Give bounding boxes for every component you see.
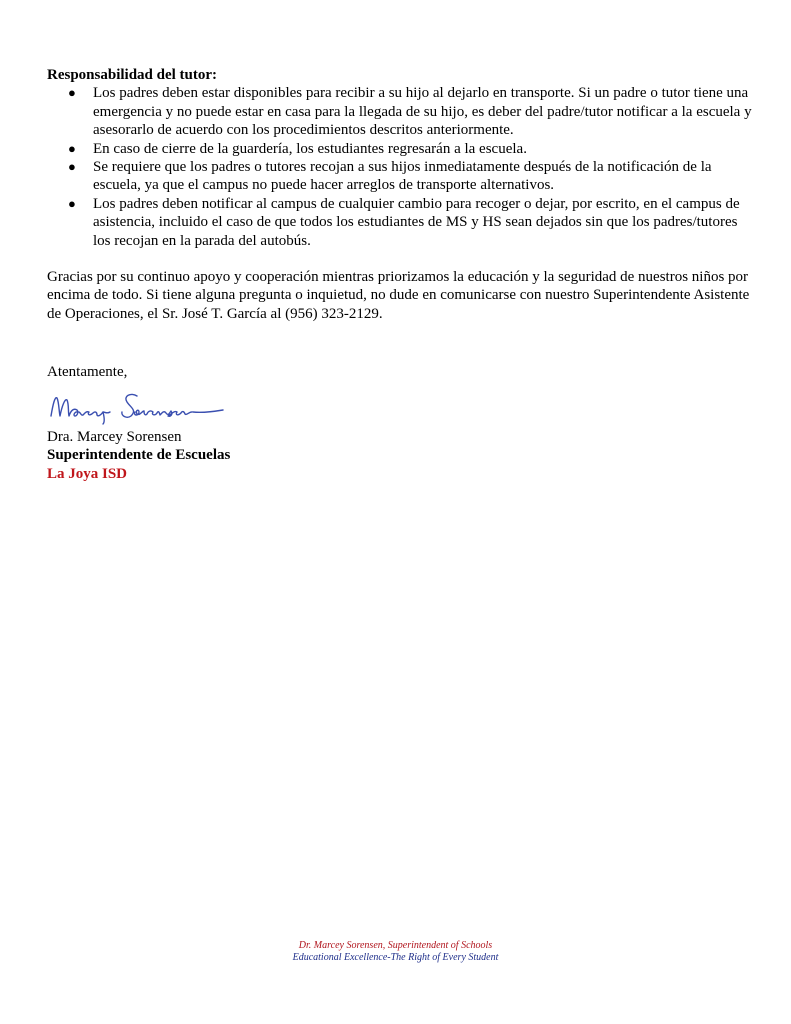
closing-salutation: Atentamente, [47,364,128,381]
list-item-text: Los padres deben estar disponibles para recibir a su hijo al dejarlo en transporte. Si un padre o tutor tiene una emergencia y no puede estar en casa para la llegada de su hijo, es deber del padre/tutor notificar a la escuela y asesorarlo de acuerdo con los procedimientos descritos anteriormente. [93,85,752,139]
list-item-text: En caso de cierre de la guardería, los estudiantes regresarán a la escuela. [93,140,527,157]
list-item-text: Los padres deben notificar al campus de cualquier cambio para recoger o dejar, por escrito, en el campus de asistencia, incluido el caso de que todos los estudiantes de MS y HS sean dejados sin que los padres/tutores los recojan en la parada del autobús. [93,195,740,249]
page-footer [0,940,791,964]
bullet-icon: ● [68,195,76,211]
list-item [47,140,757,158]
footer-line-superintendent: Dr. Marcey Sorensen, Superintendent of Schools [298,940,493,951]
list-item [47,84,757,139]
bullet-icon: ● [68,159,76,175]
list-item-text: Se requiere que los padres o tutores recojan a sus hijos inmediatamente después de la notificación de la escuela, ya que el campus no puede hacer arreglos de transporte alternativos. [93,159,712,194]
letter-body [47,66,757,483]
thank-you-paragraph: Gracias por su continuo apoyo y cooperación mientras priorizamos la educación y la seguridad de nuestros niños por encima de todo. Si tiene alguna pregunta o inquietud, no dude en comunicarse con nuestro Superintendente Asistente de Operaciones, el Sr. José T. García al (956) 323-2129. [47,269,750,322]
bullet-icon: ● [68,85,76,101]
footer-line-motto: Educational Excellence-The Right of Every Student [292,952,499,963]
organization-name: La Joya ISD [47,465,128,482]
responsibility-list [47,84,757,250]
list-item [47,158,757,195]
signer-name: Dra. Marcey Sorensen [47,428,182,445]
handwritten-signature [47,386,227,426]
bullet-icon: ● [68,140,76,156]
list-item [47,195,757,250]
signer-title: Superintendente de Escuelas [47,447,231,464]
section-heading: Responsabilidad del tutor: [47,67,218,83]
